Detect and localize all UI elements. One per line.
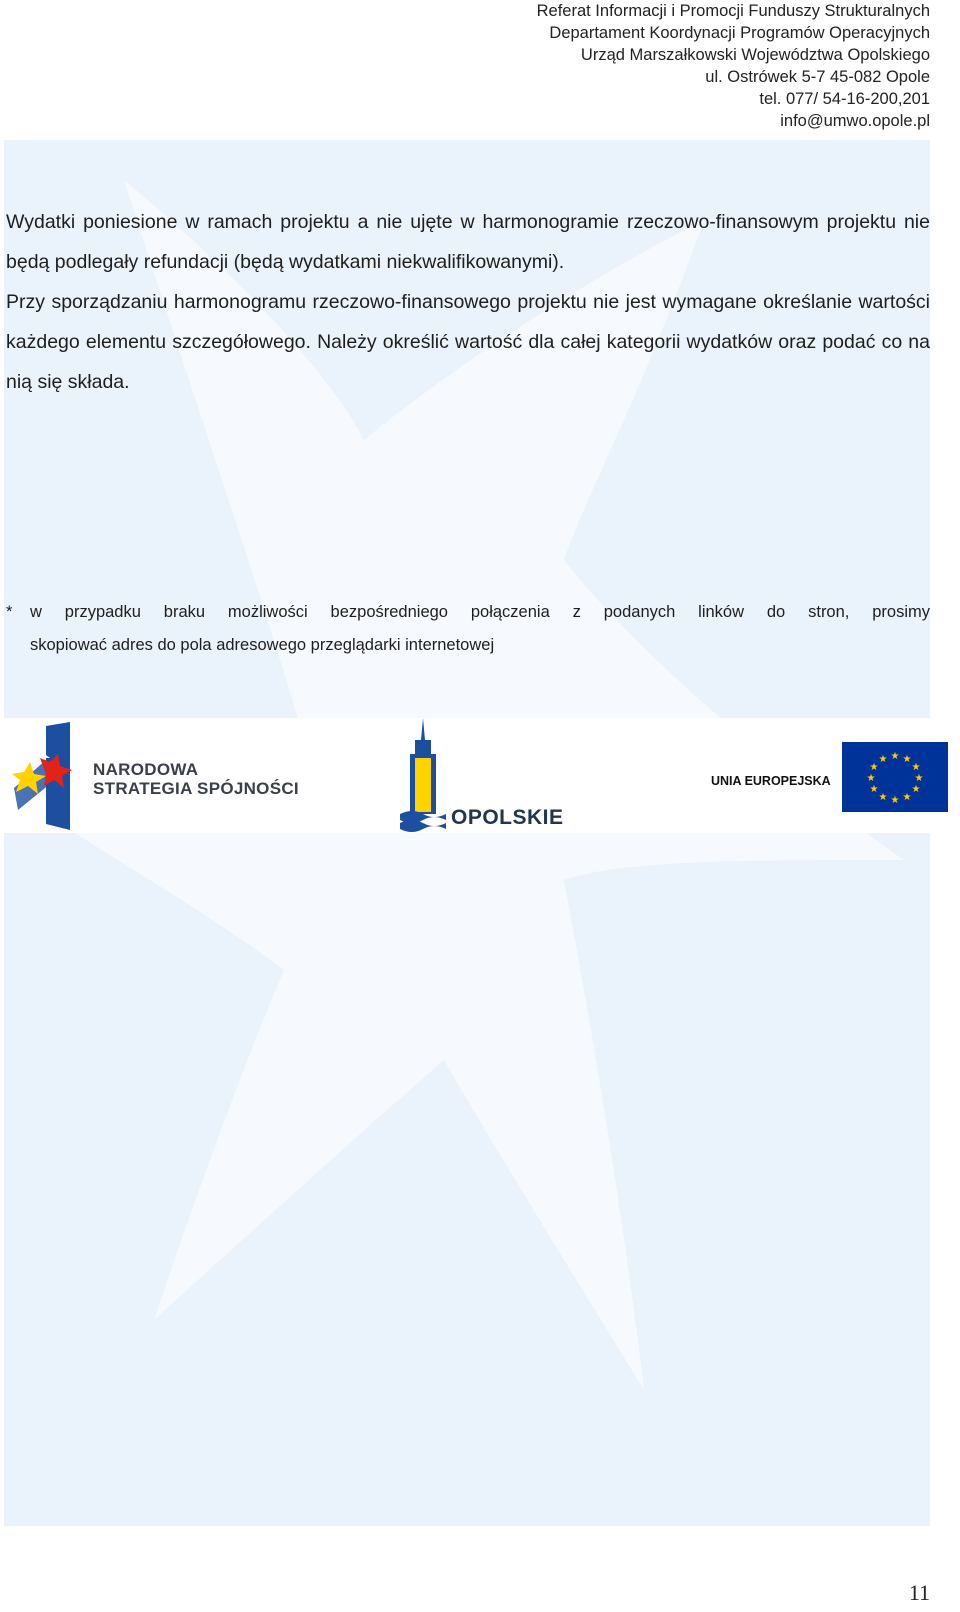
body-text <box>6 202 930 402</box>
svg-text:★: ★ <box>869 762 879 773</box>
nss-logo-line-1: NARODOWA <box>93 760 199 779</box>
footnote-asterisk: * <box>6 603 13 621</box>
svg-text:★: ★ <box>869 784 879 795</box>
header-line-department-unit: Referat Informacji i Promocji Funduszy Strukturalnych <box>536 2 930 20</box>
paragraph-non-eligible-expenses: Wydatki poniesione w ramach projektu a nie ujęte w harmonogramie rzeczowo-finansowym projektu nie będą podlegały refundacji (będą wydatkami niekwalifikowanymi). <box>6 211 930 273</box>
svg-text:★: ★ <box>866 773 876 784</box>
header-line-department: Departament Koordynacji Programów Operacyjnych <box>549 24 930 42</box>
svg-text:★: ★ <box>902 792 912 803</box>
paragraph-schedule-guidance: Przy sporządzaniu harmonogramu rzeczowo-finansowego projektu nie jest wymagane określanie wartości każdego elementu szczegółowego. Należy określić wartość dla całej kategorii wydatków oraz podać co na nią się składa. <box>6 291 930 393</box>
eu-flag-icon <box>842 742 948 812</box>
header-line-address: ul. Ostrówek 5-7 45-082 Opole <box>705 68 930 86</box>
header-line-email: info@umwo.opole.pl <box>780 112 930 130</box>
opolskie-tower-icon <box>400 718 446 833</box>
footnote-line-2: skopiować adres do pola adresowego przeglądarki internetowej <box>30 636 495 654</box>
svg-text:★: ★ <box>890 751 900 762</box>
opolskie-logo-text: OPOLSKIE <box>451 806 564 829</box>
header-line-phone: tel. 077/ 54-16-200,201 <box>759 90 930 108</box>
svg-text:★: ★ <box>902 754 912 765</box>
header-line-office: Urząd Marszałkowski Województwa Opolskiego <box>580 46 930 64</box>
svg-text:★: ★ <box>911 762 921 773</box>
svg-text:★: ★ <box>878 792 888 803</box>
eu-logo-text: UNIA EUROPEJSKA <box>711 774 831 788</box>
svg-text:★: ★ <box>878 754 888 765</box>
nss-logo-text <box>93 760 299 798</box>
nss-logo-icon <box>6 722 86 832</box>
page-number: 11 <box>908 1580 930 1605</box>
logo-bar <box>4 718 930 833</box>
footnote <box>6 596 930 662</box>
svg-text:★: ★ <box>914 773 924 784</box>
header-address-block <box>230 0 930 132</box>
footnote-line-1: w przypadku braku możliwości bezpośredniego połączenia z podanych linków do stron, prosimy <box>30 603 930 621</box>
svg-text:★: ★ <box>911 784 921 795</box>
svg-text:★: ★ <box>890 795 900 806</box>
nss-logo-line-2: STRATEGIA SPÓJNOŚCI <box>93 779 299 798</box>
